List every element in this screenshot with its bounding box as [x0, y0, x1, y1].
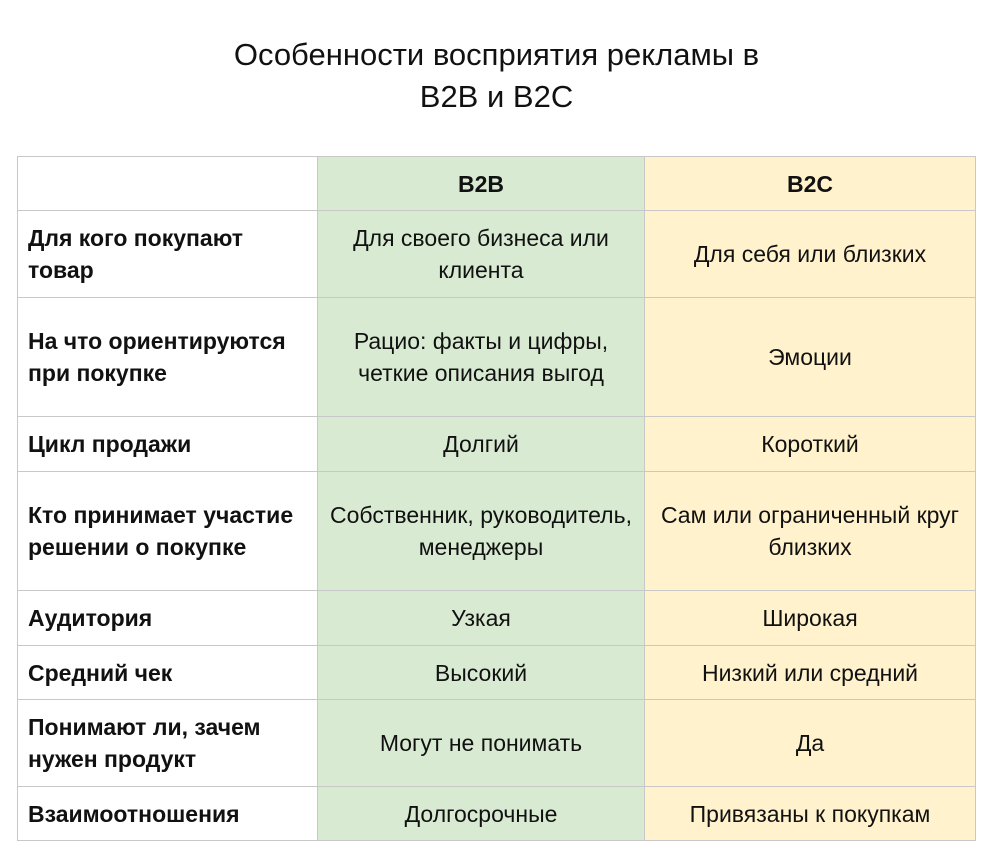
b2b-cell: Долгосрочные	[318, 787, 645, 841]
b2b-cell: Долгий	[318, 417, 645, 472]
row-label: Аудитория	[18, 591, 318, 646]
header-b2c: B2C	[645, 157, 976, 211]
b2b-cell: Для своего бизнеса или клиента	[318, 211, 645, 298]
row-label: Цикл продажи	[18, 417, 318, 472]
title-line-1: Особенности восприятия рекламы в	[233, 37, 760, 72]
b2c-cell: Для себя или близких	[645, 211, 976, 298]
table-row	[18, 472, 976, 591]
table-header-row	[18, 157, 976, 211]
row-label: На что ориентируются при покупке	[18, 298, 318, 417]
table-row	[18, 646, 976, 700]
table-row	[18, 591, 976, 646]
b2c-cell: Сам или ограниченный круг близких	[645, 472, 976, 591]
row-label: Средний чек	[18, 646, 318, 700]
comparison-table	[17, 156, 976, 841]
b2c-cell: Широкая	[645, 591, 976, 646]
table-row	[18, 211, 976, 298]
b2c-cell: Привязаны к покупкам	[645, 787, 976, 841]
b2c-cell: Да	[645, 700, 976, 787]
table-row	[18, 417, 976, 472]
row-label: Взаимоотношения	[18, 787, 318, 841]
row-label: Кто принимает участие решении о покупке	[18, 472, 318, 591]
page-title	[0, 34, 993, 118]
header-b2b: B2B	[318, 157, 645, 211]
table-row	[18, 700, 976, 787]
row-label: Для кого покупают товар	[18, 211, 318, 298]
table-row	[18, 298, 976, 417]
table-row	[18, 787, 976, 841]
title-line-2: B2B и B2C	[419, 79, 574, 114]
b2b-cell: Рацио: факты и цифры, четкие описания выгод	[318, 298, 645, 417]
b2b-cell: Узкая	[318, 591, 645, 646]
b2b-cell: Могут не понимать	[318, 700, 645, 787]
b2c-cell: Короткий	[645, 417, 976, 472]
row-label: Понимают ли, зачем нужен продукт	[18, 700, 318, 787]
b2b-cell: Высокий	[318, 646, 645, 700]
b2b-cell: Собственник, руководитель, менеджеры	[318, 472, 645, 591]
b2c-cell: Низкий или средний	[645, 646, 976, 700]
b2c-cell: Эмоции	[645, 298, 976, 417]
header-empty-cell	[18, 157, 318, 211]
